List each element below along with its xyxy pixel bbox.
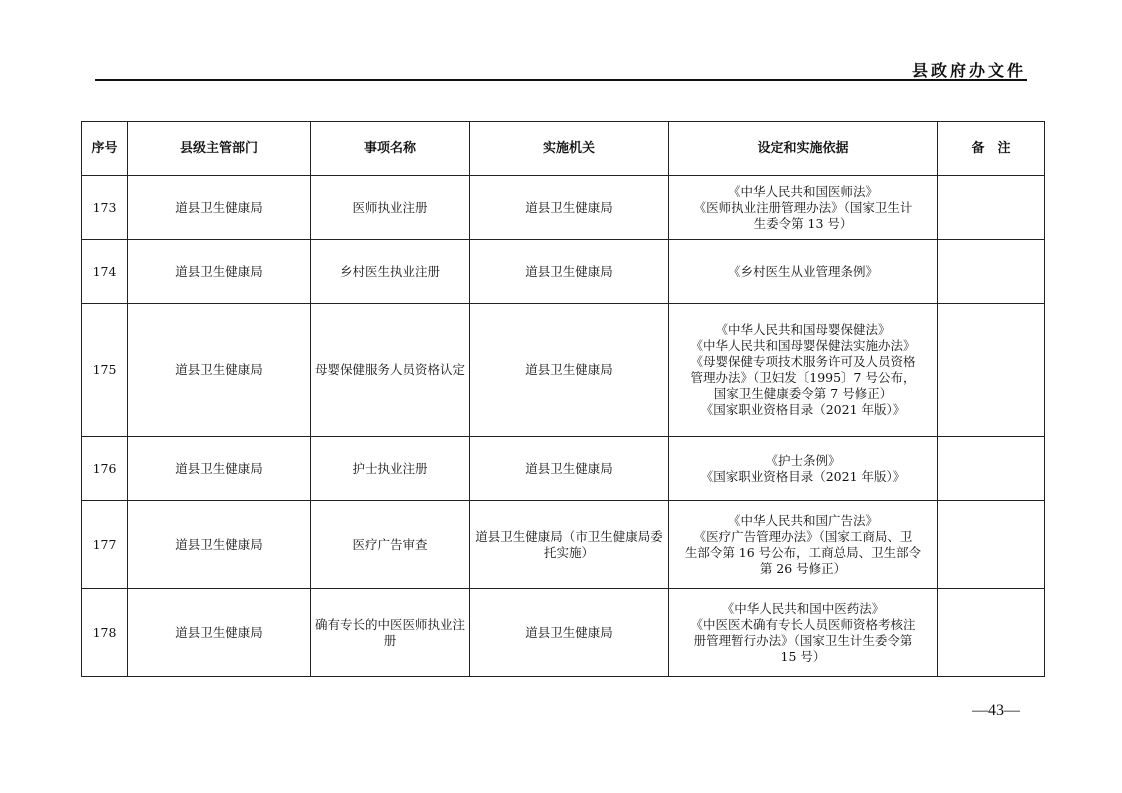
table-row xyxy=(82,589,1045,677)
cell-seq: 178 xyxy=(82,589,128,677)
cell-name: 医师执业注册 xyxy=(311,176,470,240)
cell-seq: 176 xyxy=(82,437,128,501)
basis-line: 《护士条例》 xyxy=(765,452,841,468)
table-row xyxy=(82,501,1045,589)
cell-remark xyxy=(938,589,1045,677)
column-header-agency: 实施机关 xyxy=(470,122,669,176)
basis-line: 15 号） xyxy=(780,648,826,664)
cell-remark xyxy=(938,437,1045,501)
table-header-row xyxy=(82,122,1045,176)
cell-seq: 177 xyxy=(82,501,128,589)
cell-basis xyxy=(669,589,938,677)
basis-line: 《医师执业注册管理办法》（国家卫生计 xyxy=(693,199,913,215)
cell-agency: 道县卫生健康局 xyxy=(470,176,669,240)
cell-dept: 道县卫生健康局 xyxy=(128,501,311,589)
cell-agency: 道县卫生健康局（市卫生健康局委托实施） xyxy=(470,501,669,589)
table-row xyxy=(82,304,1045,437)
cell-remark xyxy=(938,240,1045,304)
cell-agency: 道县卫生健康局 xyxy=(470,437,669,501)
header-divider xyxy=(95,79,1027,81)
basis-line: 《母婴保健专项技术服务许可及人员资格 xyxy=(690,354,916,369)
basis-line: 《中华人民共和国母婴保健法实施办法》 xyxy=(690,338,916,353)
basis-line: 国家卫生健康委令第 7 号修正） xyxy=(713,386,893,401)
table-row xyxy=(82,240,1045,304)
basis-line: 《中华人民共和国广告法》 xyxy=(727,512,878,528)
column-header-name: 事项名称 xyxy=(311,122,470,176)
cell-name: 乡村医生执业注册 xyxy=(311,240,470,304)
basis-line: 《中华人民共和国母婴保健法》 xyxy=(715,322,891,337)
cell-dept: 道县卫生健康局 xyxy=(128,240,311,304)
basis-line: 《国家职业资格目录（2021 年版）》 xyxy=(700,468,906,484)
cell-seq: 175 xyxy=(82,304,128,437)
cell-dept: 道县卫生健康局 xyxy=(128,176,311,240)
basis-line: 《国家职业资格目录（2021 年版）》 xyxy=(700,402,906,417)
basis-line: 第 26 号修正） xyxy=(759,560,847,576)
cell-basis xyxy=(669,176,938,240)
cell-name: 确有专长的中医医师执业注册 xyxy=(311,589,470,677)
basis-line: 《中华人民共和国中医药法》 xyxy=(721,600,885,616)
cell-basis xyxy=(669,304,938,437)
basis-line: 册管理暂行办法》（国家卫生计生委令第 xyxy=(693,632,913,648)
basis-line: 生部令第 16 号公布，工商总局、卫生部令 xyxy=(684,544,922,560)
cell-remark xyxy=(938,501,1045,589)
column-header-basis: 设定和实施依据 xyxy=(669,122,938,176)
basis-line: 《医疗广告管理办法》（国家工商局、卫 xyxy=(693,528,913,544)
cell-dept: 道县卫生健康局 xyxy=(128,304,311,437)
document-header-title: 县政府办文件 xyxy=(911,61,1026,80)
basis-line: 生委令第 13 号） xyxy=(753,215,853,231)
column-header-remark: 备 注 xyxy=(938,122,1045,176)
column-header-dept: 县级主管部门 xyxy=(128,122,311,176)
cell-agency: 道县卫生健康局 xyxy=(470,589,669,677)
cell-remark xyxy=(938,176,1045,240)
cell-dept: 道县卫生健康局 xyxy=(128,437,311,501)
cell-seq: 173 xyxy=(82,176,128,240)
page-number: —43— xyxy=(972,702,1020,719)
cell-dept: 道县卫生健康局 xyxy=(128,589,311,677)
cell-seq: 174 xyxy=(82,240,128,304)
cell-basis xyxy=(669,240,938,304)
cell-name: 母婴保健服务人员资格认定 xyxy=(311,304,470,437)
cell-agency: 道县卫生健康局 xyxy=(470,240,669,304)
cell-name: 医疗广告审查 xyxy=(311,501,470,589)
cell-name: 护士执业注册 xyxy=(311,437,470,501)
table-row xyxy=(82,437,1045,501)
cell-agency: 道县卫生健康局 xyxy=(470,304,669,437)
matters-table xyxy=(81,121,1045,677)
cell-basis xyxy=(669,437,938,501)
cell-remark xyxy=(938,304,1045,437)
cell-basis xyxy=(669,501,938,589)
table-body xyxy=(82,176,1045,677)
basis-line: 《中医医术确有专长人员医师资格考核注 xyxy=(690,616,916,632)
basis-line: 《乡村医生从业管理条例》 xyxy=(727,263,878,279)
basis-line: 管理办法》（卫妇发〔1995〕7 号公布， xyxy=(690,370,916,385)
column-header-seq: 序号 xyxy=(82,122,128,176)
table-row xyxy=(82,176,1045,240)
basis-line: 《中华人民共和国医师法》 xyxy=(727,183,878,199)
